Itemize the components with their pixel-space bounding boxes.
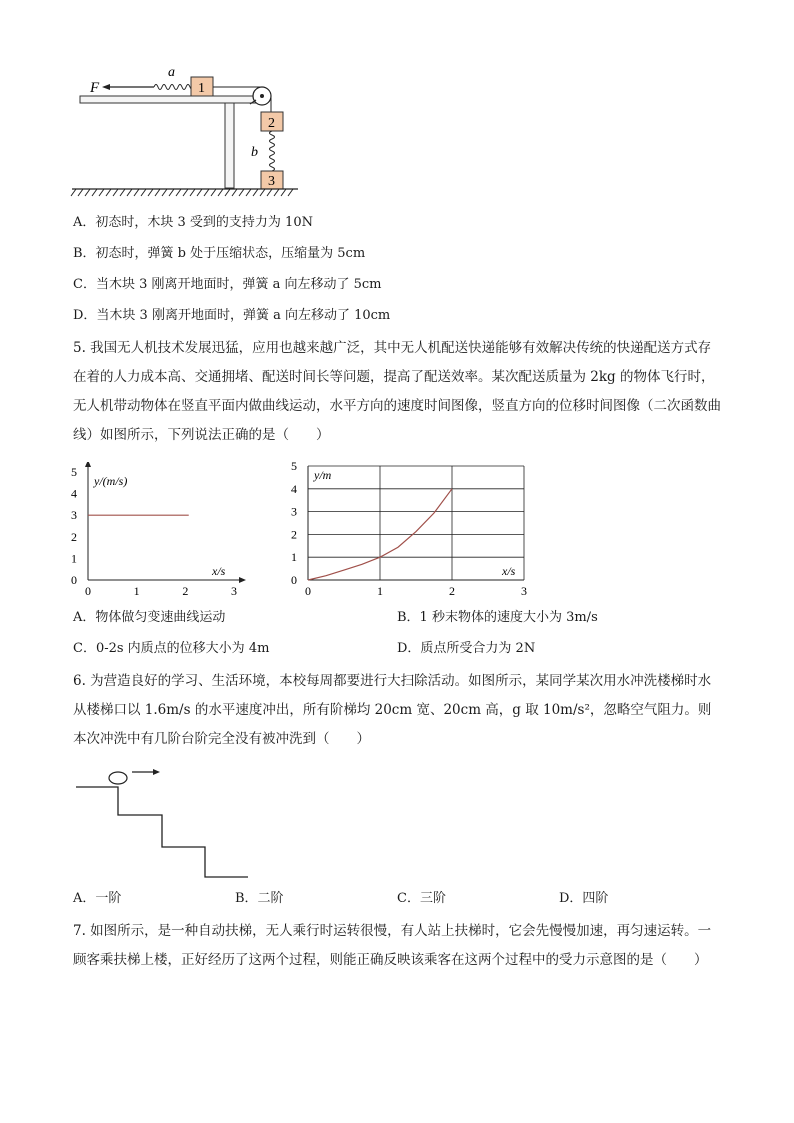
q5-stem: 5. 我国无人机技术发展迅猛，应用也越来越广泛，其中无人机配送快递能够有效解决传统的快递配送方式存在着的人力成本高、交通拥堵、配送时间长等问题，提高了配送效率。某次配送质量为 2kg 的物体飞行时，无人机带动物体在竖直平面内做曲线运动，水平方向的速度时间图像，竖直方向的位移时间图像（二次函数曲线）如图所示，下列说法正确的是（ ） [73,340,721,443]
q4-option-a: A．初态时，木块 3 受到的支持力为 10N [73,215,313,230]
q5-chart-vx [60,462,260,602]
velocity-arrowhead [153,769,160,775]
ground-hatch-line [190,189,195,196]
y-tick-label: 1 [291,550,297,565]
q6-option-b: B．二阶 [235,891,284,906]
x-axis-arrow [239,577,246,583]
q5-option-a: A．物体做匀变速曲线运动 [73,610,226,625]
ground-hatch-line [211,189,216,196]
ground-hatch-line [274,189,279,196]
y-tick-label: 1 [71,551,77,566]
force-label: F [90,80,100,96]
q6-option-a: A．一阶 [73,891,122,906]
ground-hatch-line [120,189,125,196]
ground-hatch-line [99,189,104,196]
q4-option-d: D．当木块 3 刚离开地面时，弹簧 a 向左移动了 10cm [73,308,391,323]
ground-hatch-line [78,189,83,196]
ground-hatch-line [176,189,181,196]
q6-stairs-figure [72,764,252,884]
y-axis-label: y/m [314,468,332,482]
q4-option-c: C．当木块 3 刚离开地面时，弹簧 a 向左移动了 5cm [73,277,382,292]
y-tick-label: 0 [71,573,77,587]
y-tick-label: 5 [291,459,297,473]
x-tick-label: 2 [182,584,189,598]
ground-hatch-line [141,189,146,196]
ground-hatch-line [106,189,111,196]
ground-hatch-line [232,189,237,196]
table-leg [225,103,234,188]
x-axis-label: x/s [212,564,226,578]
q5-option-b: B．1 秒末物体的速度大小为 3m/s [397,610,598,625]
ground-hatch-line [162,189,167,196]
spring-b-label: b [251,145,258,160]
force-arrowhead [102,84,110,90]
y-tick-label: 4 [291,481,297,496]
table-top [80,96,258,103]
ground-hatch-line [183,189,188,196]
ground-hatch-line [197,189,202,196]
q6-option-d: D．四阶 [559,891,609,906]
ground-hatch-line [253,189,258,196]
ground-hatch-line [127,189,132,196]
block-1-label: 1 [198,81,205,96]
q4-option-b: B．初态时，弹簧 b 处于压缩状态，压缩量为 5cm [73,246,366,261]
x-tick-label: 2 [449,584,455,598]
y-tick-label: 2 [291,527,297,542]
y-axis-label: y/(m/s) [94,474,128,488]
y-tick-label: 5 [71,465,77,479]
block-2-label: 2 [268,116,275,131]
ground-hatch-line [71,189,76,196]
q4-pulley-figure [70,60,300,200]
q6-option-c: C．三阶 [397,891,446,906]
ground-hatch-line [148,189,153,196]
ground-hatch-line [281,189,286,196]
x-tick-label: 0 [305,584,311,598]
y-tick-label: 4 [71,486,77,501]
x-tick-label: 1 [377,584,383,598]
ground-hatch-line [85,189,90,196]
q5-option-d: D．质点所受合力为 2N [397,641,536,656]
stairs [76,787,248,877]
ground-hatch-line [169,189,174,196]
ground-hatch-line [246,189,251,196]
ground-hatch-line [134,189,139,196]
y-tick-label: 3 [291,504,297,519]
x-tick-label: 0 [85,584,91,598]
ground-hatching [71,189,293,196]
q5-chart-y [282,458,542,604]
block-3-label: 3 [268,174,275,189]
water-outlet [109,772,127,784]
x-tick-label: 3 [231,584,237,598]
q6-stem: 6. 为营造良好的学习、生活环境，本校每周都要进行大扫除活动。如图所示，某同学某次用水冲洗楼梯时水从楼梯口以 1.6m/s 的水平速度冲出，所有阶梯均 20cm 宽、20cm 高，g 取 10m/s²，忽略空气阻力。则本次冲洗中有几阶台阶完全没有被冲洗到（ ） [73,673,712,747]
x-tick-label: 3 [521,584,527,598]
ground-hatch-line [225,189,230,196]
q7-stem: 7. 如图所示，是一种自动扶梯，无人乘行时运转很慢，有人站上扶梯时，它会先慢慢加速，再匀速运转。一顾客乘扶梯上楼，正好经历了这两个过程，则能正确反映该乘客在这两个过程中的受力示意图的是（ ） [73,923,712,968]
ground-hatch-line [239,189,244,196]
q5-option-c: C．0-2s 内质点的位移大小为 4m [73,641,270,656]
ground-hatch-line [260,189,265,196]
ground-hatch-line [92,189,97,196]
spring-a-label: a [168,65,175,80]
y-tick-label: 0 [291,573,297,587]
pulley-axle [260,94,264,98]
y-tick-label: 2 [71,529,77,544]
x-tick-label: 1 [133,584,140,598]
x-axis-label: x/s [502,564,516,578]
ground-hatch-line [218,189,223,196]
ground-hatch-line [113,189,118,196]
ground-hatch-line [267,189,272,196]
y-axis-arrow [85,462,91,467]
ground-hatch-line [288,189,293,196]
ground-hatch-line [155,189,160,196]
y-tick-label: 3 [71,508,77,523]
ground-hatch-line [204,189,209,196]
